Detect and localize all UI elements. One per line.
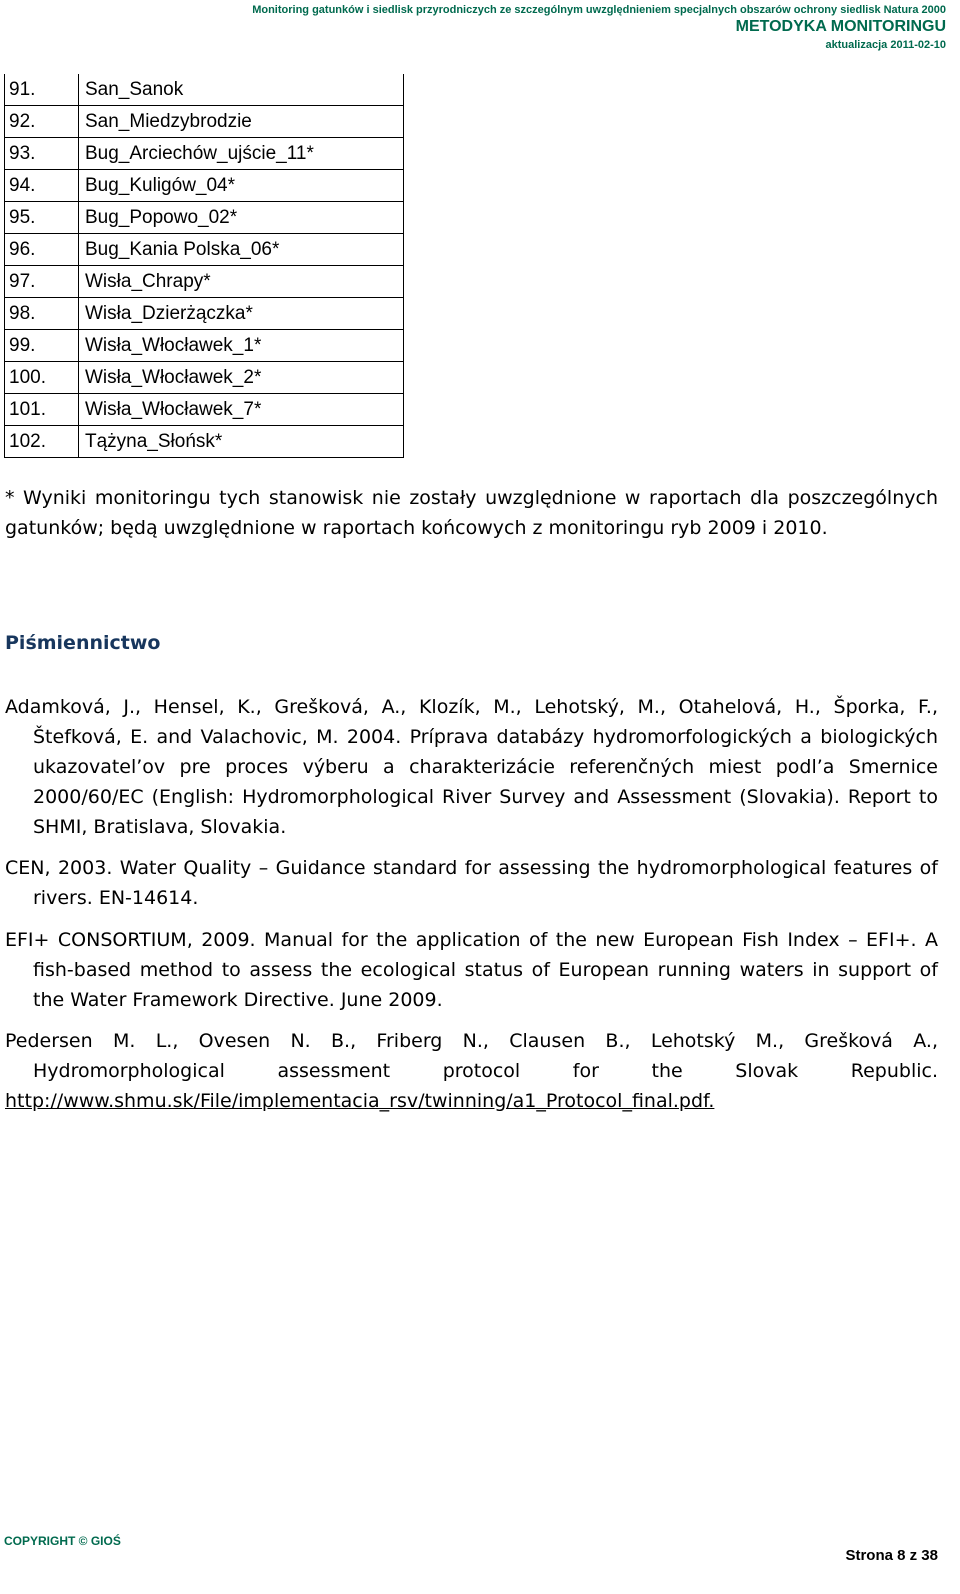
table-row [5,266,404,298]
page-number: Strona 8 z 38 [845,1547,938,1564]
sites-table [4,74,404,458]
table-row [5,138,404,170]
table-row [5,74,404,106]
site-number: 94. [5,170,79,202]
reference-item: EFI+ CONSORTIUM, 2009. Manual for the application of the new European Fish Index – EFI+. A fish-based method to assess the ecological status of European running waters in support of the Water Framework Directive. June 2009. [5,929,938,1011]
site-name: Tążyna_Słońsk* [79,426,404,458]
site-name: San_Miedzybrodzie [79,106,404,138]
header-title: Monitoring gatunków i siedlisk przyrodniczych ze szczególnym uwzględnieniem specjalnych obszarów ochrony siedlisk Natura 2000 [252,4,946,16]
references-heading: Piśmiennictwo [5,632,161,654]
site-name: Bug_Kania Polska_06* [79,234,404,266]
table-row [5,362,404,394]
site-name: Bug_Popowo_02* [79,202,404,234]
table-row [5,234,404,266]
site-name: Wisła_Włocławek_7* [79,394,404,426]
table-row [5,202,404,234]
site-number: 99. [5,330,79,362]
site-name: Wisła_Włocławek_1* [79,330,404,362]
site-name: Wisła_Włocławek_2* [79,362,404,394]
site-name: Bug_Kuligów_04* [79,170,404,202]
site-number: 92. [5,106,79,138]
reference-item: Pedersen M. L., Ovesen N. B., Friberg N., Clausen B., Lehotský M., Grešková A., Hydromorphological assessment protocol for the Slovak Republic. [5,1030,938,1082]
table-row [5,426,404,458]
table-row [5,298,404,330]
reference-item: Adamková, J., Hensel, K., Grešková, A., Klozík, M., Lehotský, M., Otahelová, H., Šporka, F., Štefková, E. and Valachovic, M. 2004. Príprava databázy hydromorfologických a biologických ukazovatel’ov pre proces výberu a charakterizácie referenčných miest podl’a Smernice 2000/60/EC (English: Hydromorphological River Survey and Assessment (Slovakia). Report to SHMI, Bratislava, Slovakia. [5,696,938,838]
copyright: COPYRIGHT © GIOŚ [4,1534,121,1548]
site-number: 101. [5,394,79,426]
site-name: San_Sanok [79,74,404,106]
site-number: 102. [5,426,79,458]
table-row [5,394,404,426]
table-row [5,170,404,202]
header-date: aktualizacja 2011-02-10 [825,39,946,51]
site-number: 100. [5,362,79,394]
site-name: Wisła_Chrapy* [79,266,404,298]
site-number: 93. [5,138,79,170]
table-row [5,106,404,138]
site-number: 91. [5,74,79,106]
reference-link[interactable]: http://www.shmu.sk/File/implementacia_rsv/twinning/a1_Protocol_final.pdf. [5,1090,715,1112]
site-number: 96. [5,234,79,266]
site-name: Wisła_Dzierżączka* [79,298,404,330]
table-row [5,330,404,362]
site-number: 97. [5,266,79,298]
site-number: 98. [5,298,79,330]
footnote: * Wyniki monitoringu tych stanowisk nie zostały uwzględnione w raportach dla poszczególnych gatunków; będą uwzględnione w raportach końcowych z monitoringu ryb 2009 i 2010. [5,487,938,539]
site-name: Bug_Arciechów_ujście_11* [79,138,404,170]
header-section: METODYKA MONITORINGU [735,18,946,35]
reference-item: CEN, 2003. Water Quality – Guidance standard for assessing the hydromorphological features of rivers. EN-14614. [5,857,938,909]
site-number: 95. [5,202,79,234]
